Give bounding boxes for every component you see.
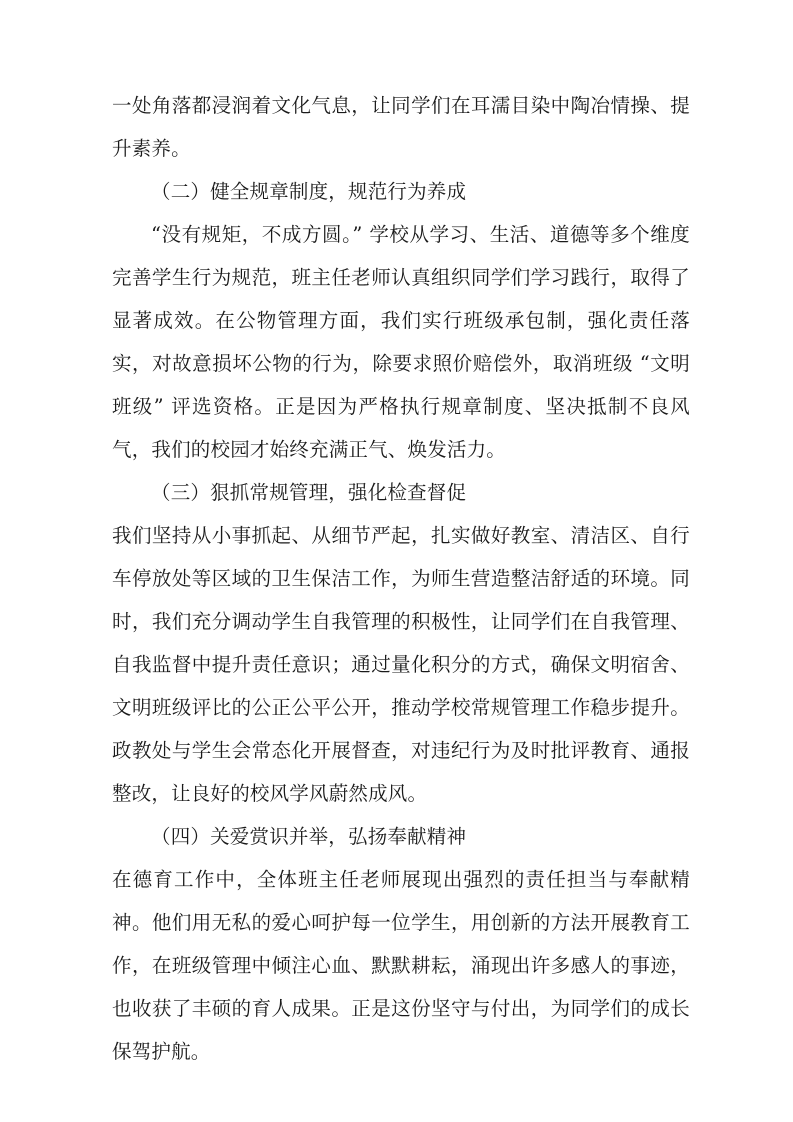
document-body [112, 84, 690, 1073]
section-heading-2: （二）健全规章制度，规范行为养成 [151, 180, 467, 203]
section-heading-4: （四）关爱赏识并举，弘扬奉献精神 [151, 825, 467, 848]
section-heading-3: （三）狠抓常规管理，强化检查督促 [151, 481, 467, 504]
paragraph: 在德育工作中，全体班主任老师展现出强烈的责任担当与奉献精神。他们用无私的爱心呵护每一位学生，用创新的方法开展教育工作，在班级管理中倾注心血、默默耕耘，涌现出许多感人的事迹，也收获了丰硕的育人成果。正是这份坚守与付出，为同学们的成长保驾护航。 [112, 868, 690, 1063]
paragraph: 一处角落都浸润着文化气息，让同学们在耳濡目染中陶冶情操、提升素养。 [112, 94, 690, 160]
paragraph: “没有规矩，不成方圆。” 学校从学习、生活、道德等多个维度完善学生行为规范，班主任老师认真组织同学们学习践行，取得了显著成效。在公物管理方面，我们实行班级承包制，强化责任落实，对故意损坏公物的行为，除要求照价赔偿外，取消班级 “文明班级” 评选资格。正是因为严格执行规章制度、坚决抵制不良风气，我们的校园才始终充满正气、焕发活力。 [112, 223, 690, 461]
paragraph: 我们坚持从小事抓起、从细节严起，扎实做好教室、清洁区、自行车停放处等区域的卫生保洁工作，为师生营造整洁舒适的环境。同时，我们充分调动学生自我管理的积极性，让同学们在自我管理、自我监督中提升责任意识；通过量化积分的方式，确保文明宿舍、文明班级评比的公正公平公开，推动学校常规管理工作稳步提升。政教处与学生会常态化开展督查，对违纪行为及时批评教育、通报整改，让良好的校风学风蔚然成风。 [112, 524, 690, 805]
